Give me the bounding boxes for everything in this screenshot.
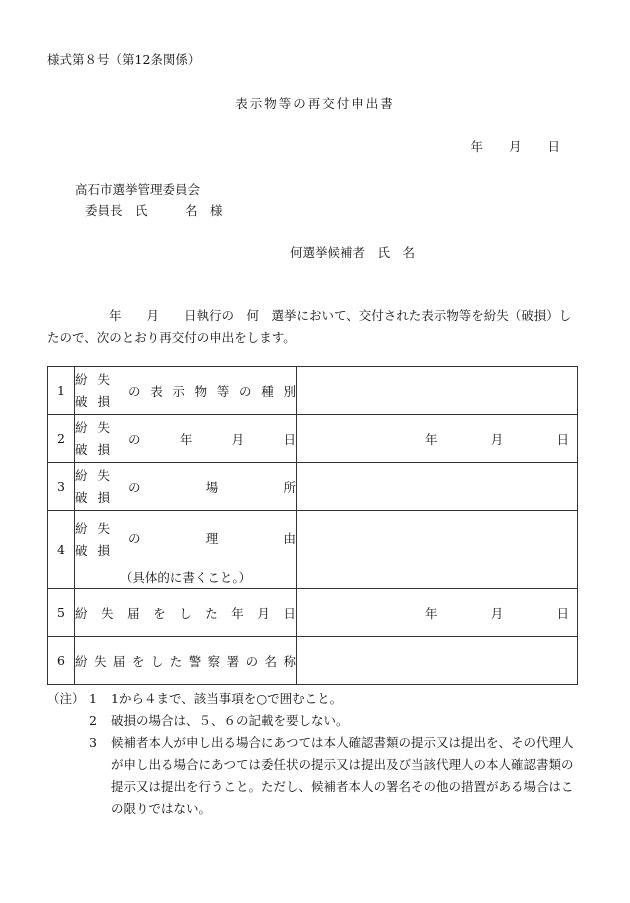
date-day: 日 xyxy=(547,139,560,154)
application-table xyxy=(47,366,578,685)
row-label: 紛 失 届 を し た 年 月 日 xyxy=(75,605,296,621)
row-label: の 理 由 xyxy=(128,530,296,546)
location-field[interactable] xyxy=(297,463,578,511)
date-month: 月 xyxy=(490,431,504,447)
row-label: の 場 所 xyxy=(128,479,296,495)
table-row xyxy=(48,367,578,415)
date-year: 年 xyxy=(425,431,438,447)
kind-lost: 紛失 xyxy=(75,419,121,435)
submission-date xyxy=(470,137,560,155)
recipient-committee: 高石市選挙管理委員会 xyxy=(75,182,201,197)
date-year: 年 xyxy=(425,605,438,621)
table-row xyxy=(48,415,578,463)
row-number: 6 xyxy=(48,637,75,685)
row-number: 5 xyxy=(48,589,75,637)
body-text: 年 月 日執行の 何 選挙において、交付された表示物等を紛失（破損）したので、次のとおり再交付の申出をします。 xyxy=(47,308,572,345)
row-number: 2 xyxy=(48,415,75,463)
kind-damaged: 破損 xyxy=(75,441,121,457)
table-row xyxy=(48,463,578,511)
document-title: 表示物等の再交付申出書 xyxy=(235,96,395,111)
date-day: 日 xyxy=(556,605,569,621)
reason-hint: （具体的に書くこと。） xyxy=(119,569,252,585)
row-label: 紛 失 届 を し た 警 察 署 の 名 称 xyxy=(75,653,296,669)
row-label: の 年 月 日 xyxy=(128,431,296,447)
notes-prefix: （注） xyxy=(47,691,85,706)
kind-damaged: 破損 xyxy=(75,489,121,505)
row-number: 3 xyxy=(48,463,75,511)
note-item: 1 1から４まで、該当事項を○で囲むこと。 xyxy=(89,691,343,706)
notes xyxy=(47,688,582,820)
table-row xyxy=(48,589,578,637)
table-row xyxy=(48,637,578,685)
recipient-chair: 委員長 氏 名 様 xyxy=(85,203,223,218)
date-month: 月 xyxy=(490,605,504,621)
kind-lost: 紛失 xyxy=(75,467,121,483)
reason-field[interactable] xyxy=(297,511,578,589)
kind-lost: 紛失 xyxy=(75,371,121,387)
note-item: 3 候補者本人が申し出る場合にあつては本人確認書類の提示又は提出を、その代理人が申し出る場合にあつては委任状の提示又は提出及び当該代理人の本人確認書類の提示又は提出を行うこと。ただし、候補者本人の署名その他の措置がある場合はこの限りではない。 xyxy=(89,735,574,816)
report-date-field[interactable] xyxy=(297,589,578,637)
date-month: 月 xyxy=(508,139,522,154)
applicant-label: 何選挙候補者 氏 名 xyxy=(290,245,416,260)
kind-damaged: 破損 xyxy=(75,393,121,409)
row-label: の 表 示 物 等 の 種 別 xyxy=(128,383,296,399)
item-type-field[interactable] xyxy=(297,367,578,415)
form-number: 様式第８号（第12条関係） xyxy=(47,52,201,67)
date-year: 年 xyxy=(470,139,483,154)
row-number: 4 xyxy=(48,511,75,589)
table-row xyxy=(48,511,578,589)
kind-damaged: 破損 xyxy=(75,542,121,558)
kind-lost: 紛失 xyxy=(75,520,121,536)
police-station-field[interactable] xyxy=(297,637,578,685)
note-item: 2 破損の場合は、５、６の記載を要しない。 xyxy=(89,713,349,728)
incident-date-field[interactable] xyxy=(297,415,578,463)
date-day: 日 xyxy=(556,431,569,447)
row-number: 1 xyxy=(48,367,75,415)
